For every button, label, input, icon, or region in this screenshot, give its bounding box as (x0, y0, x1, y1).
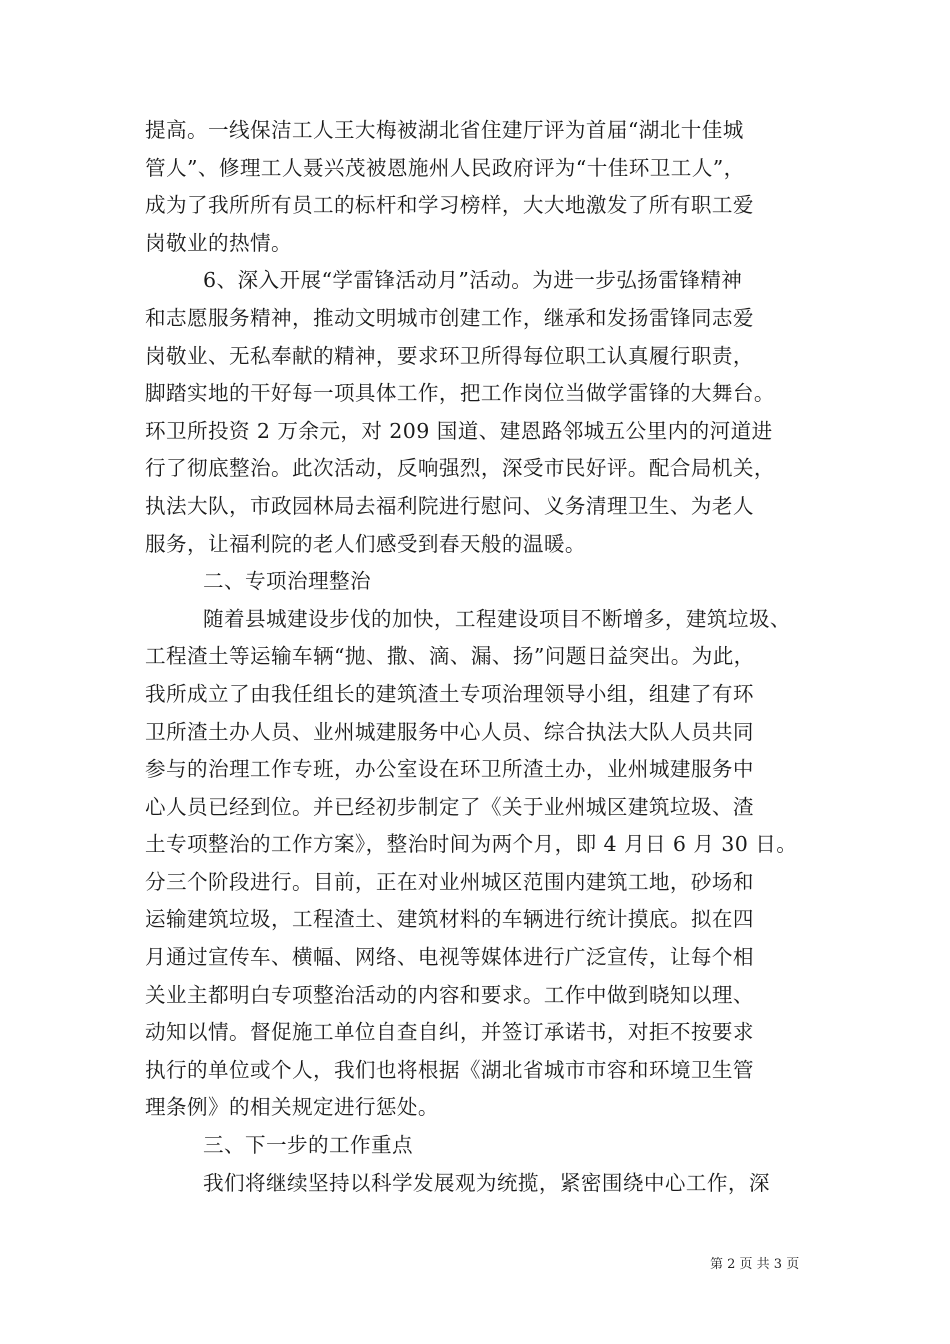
text-line: 分三个阶段进行。目前，正在对业州城区范围内建筑工地，砂场和 (145, 869, 754, 894)
text-line: 三、下一步的工作重点 (203, 1133, 413, 1158)
text-line: 6、深入开展“学雷锋活动月”活动。为进一步弘扬雷锋精神 (203, 268, 743, 293)
text-line: 成为了我所所有员工的标杆和学习榜样，大大地激发了所有职工爱 (145, 193, 754, 218)
text-line: 土专项整治的工作方案》，整治时间为两个月，即 4 月日 6 月 30 日。 (145, 832, 798, 857)
text-line: 运输建筑垃圾，工程渣土、建筑材料的车辆进行统计摸底。拟在四 (145, 907, 754, 932)
text-line: 关业主都明白专项整治活动的内容和要求。工作中做到晓知以理、 (145, 982, 754, 1007)
text-line: 行了彻底整治。此次活动，反响强烈，深受市民好评。配合局机关， (145, 456, 775, 481)
text-line: 执法大队，市政园林局去福利院进行慰问、义务清理卫生、为老人 (145, 493, 754, 518)
text-line: 卫所渣土办人员、业州城建服务中心人员、综合执法大队人员共同 (145, 719, 754, 744)
text-line: 环卫所投资 2 万余元，对 209 国道、建恩路邻城五公里内的河道进 (145, 418, 773, 443)
text-line: 心人员已经到位。并已经初步制定了《关于业州城区建筑垃圾、渣 (145, 794, 754, 819)
text-line: 参与的治理工作专班，办公室设在环卫所渣土办，业州城建服务中 (145, 757, 754, 782)
document-body (145, 112, 825, 1202)
text-line: 我所成立了由我任组长的建筑渣土专项治理领导小组，组建了有环 (145, 681, 754, 706)
text-line: 动知以情。督促施工单位自查自纠，并签订承诺书，对拒不按要求 (145, 1020, 754, 1045)
text-line: 月通过宣传车、横幅、网络、电视等媒体进行广泛宣传，让每个相 (145, 945, 754, 970)
text-line: 脚踏实地的干好每一项具体工作，把工作岗位当做学雷锋的大舞台。 (145, 381, 775, 406)
text-line: 随着县城建设步伐的加快，工程建设项目不断增多，建筑垃圾、 (203, 606, 791, 631)
text-line: 服务，让福利院的老人们感受到春天般的温暖。 (145, 531, 586, 556)
page-number-footer: 第 2 页 共 3 页 (710, 1257, 800, 1272)
text-line: 我们将继续坚持以科学发展观为统揽，紧密围绕中心工作，深 (203, 1170, 770, 1195)
text-line: 二、专项治理整治 (203, 569, 371, 594)
text-line: 和志愿服务精神，推动文明城市创建工作，继承和发扬雷锋同志爱 (145, 305, 754, 330)
text-line: 执行的单位或个人，我们也将根据《湖北省城市市容和环境卫生管 (145, 1057, 754, 1082)
text-line: 岗敬业、无私奉献的精神，要求环卫所得每位职工认真履行职责， (145, 343, 754, 368)
text-line: 理条例》的相关规定进行惩处。 (145, 1095, 439, 1120)
text-line: 工程渣土等运输车辆“抛、撒、滴、漏、扬”问题日益突出。为此， (145, 644, 755, 669)
text-line: 提高。一线保洁工人王大梅被湖北省住建厅评为首届“湖北十佳城 (145, 118, 744, 142)
text-line: 岗敬业的热情。 (145, 230, 292, 255)
text-line: 管人”、修理工人聂兴茂被恩施州人民政府评为“十佳环卫工人”， (145, 155, 745, 180)
